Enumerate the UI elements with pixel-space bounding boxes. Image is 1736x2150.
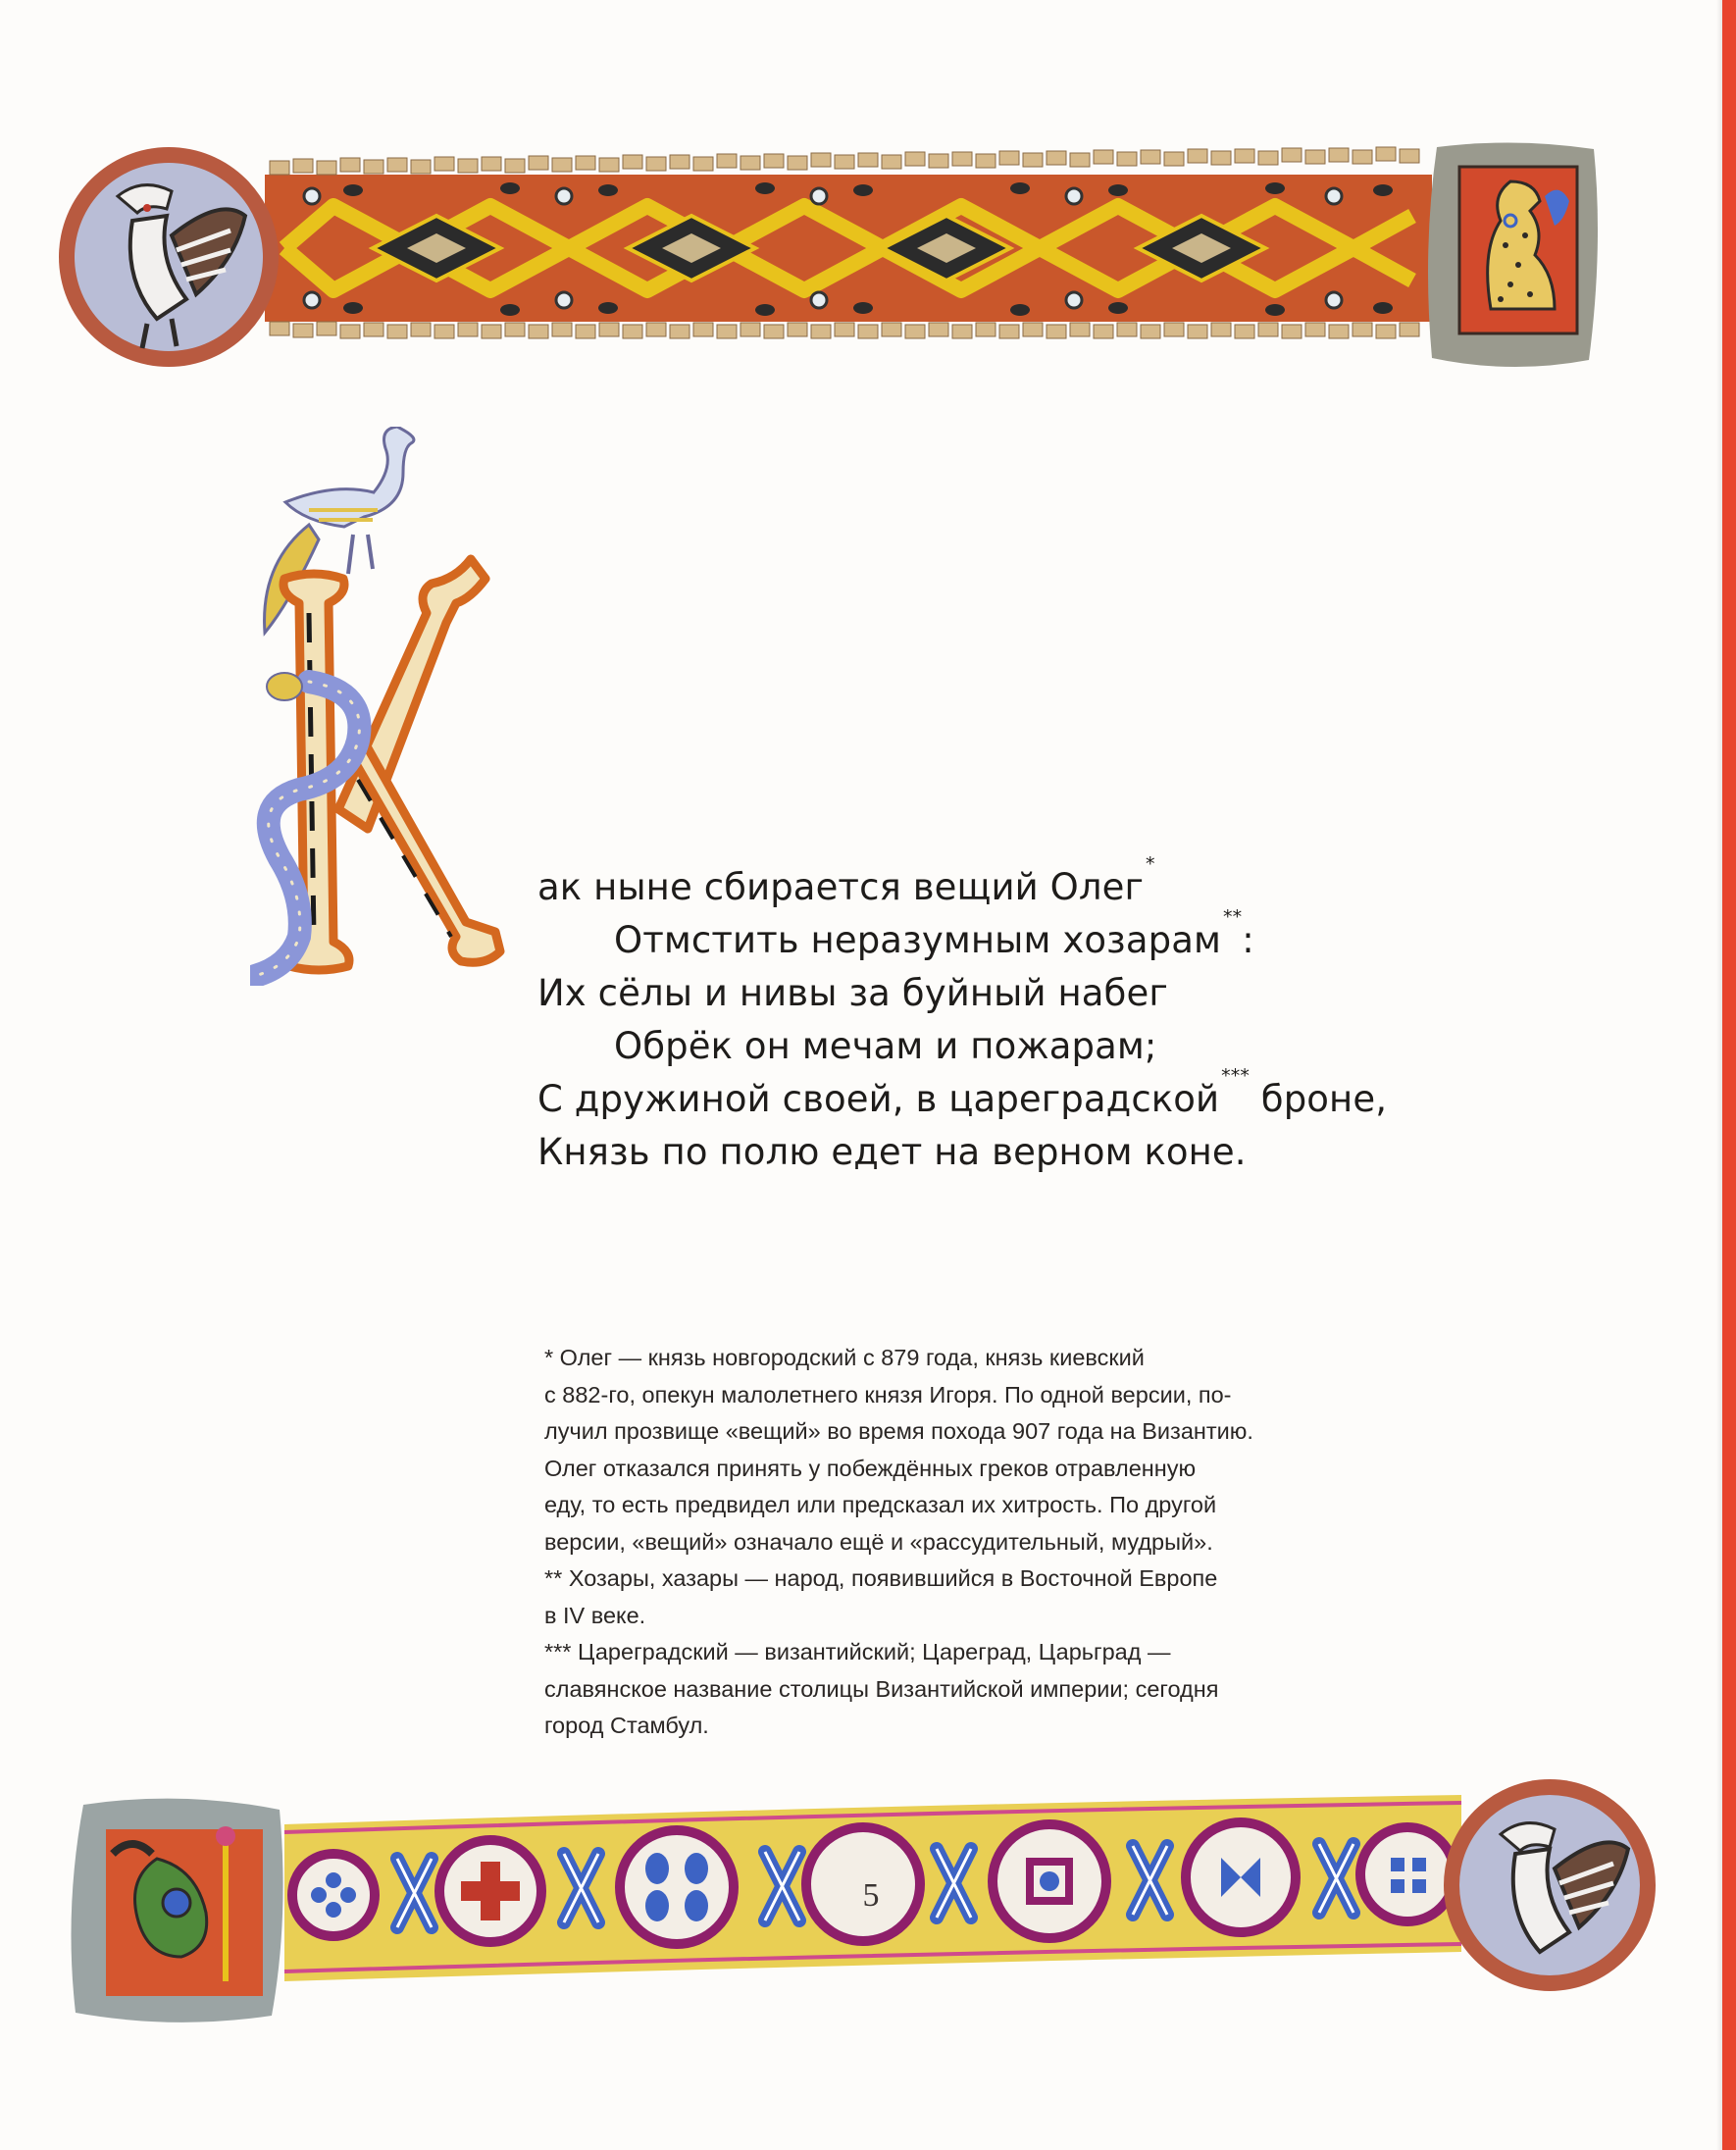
poem-line: С дружиной своей, в цареградской*** броне,: [537, 1065, 1388, 1120]
footnote-line: город Стамбул.: [544, 1713, 709, 1738]
footnote-mark: **: [1222, 906, 1243, 928]
footnote-line: * Олег — князь новгородский с 879 года, князь киевский: [544, 1345, 1145, 1370]
footnote-line: ** Хозары, хазары — народ, появившийся в Восточной Европе: [544, 1565, 1218, 1591]
poem-line: Их сёлы и нивы за буйный набег: [537, 972, 1168, 1014]
page-number: 5: [862, 1877, 880, 1914]
leopard-tile-icon: [1428, 142, 1598, 367]
poem-line: Обрёк он мечам и пожарам;: [614, 1025, 1157, 1067]
footnote-line: в IV веке.: [544, 1602, 646, 1628]
footnote-mark: *: [1146, 853, 1155, 875]
poem-stanza: [537, 853, 1388, 1179]
poem-line: ак ныне сбирается вещий Олег*: [537, 853, 1155, 908]
footnote-line: версии, «вещий» означало ещё и «рассудительный, мудрый».: [544, 1528, 1213, 1555]
decorated-initial-letter: [250, 427, 554, 986]
footnote-line: лучил прозвище «вещий» во время похода 907 года на Византию.: [544, 1418, 1253, 1444]
griffin-medallion-icon: [59, 147, 279, 367]
page-edge: [1722, 0, 1736, 2150]
footnote-line: с 882-го, опекун малолетнего князя Игоря. По одной версии, по-: [544, 1381, 1232, 1408]
top-ornament-band: [0, 128, 1658, 383]
footnote-line: славянское название столицы Византийской империи; сегодня: [544, 1675, 1219, 1702]
footnote-mark: ***: [1221, 1065, 1250, 1087]
mosaic-strip: [265, 147, 1432, 338]
small-bird-icon: [267, 673, 302, 700]
poem-line: Князь по полю едет на верном коне.: [537, 1131, 1247, 1173]
letter-k-stem-icon: [283, 559, 500, 970]
griffin-medallion-icon: [1444, 1779, 1656, 1991]
footnote-line: еду, то есть предвидел или предсказал их хитрость. По другой: [544, 1492, 1217, 1517]
poem-line: Отмстить неразумным хозарам**:: [614, 906, 1254, 961]
footnotes: [544, 1340, 1329, 1745]
parrot-tile-icon: [72, 1799, 283, 2022]
footnote-line: Олег отказался принять у побеждённых греков отравленную: [544, 1455, 1197, 1481]
footnote-line: *** Цареградский — византийский; Цареград, Царьград —: [544, 1639, 1171, 1664]
